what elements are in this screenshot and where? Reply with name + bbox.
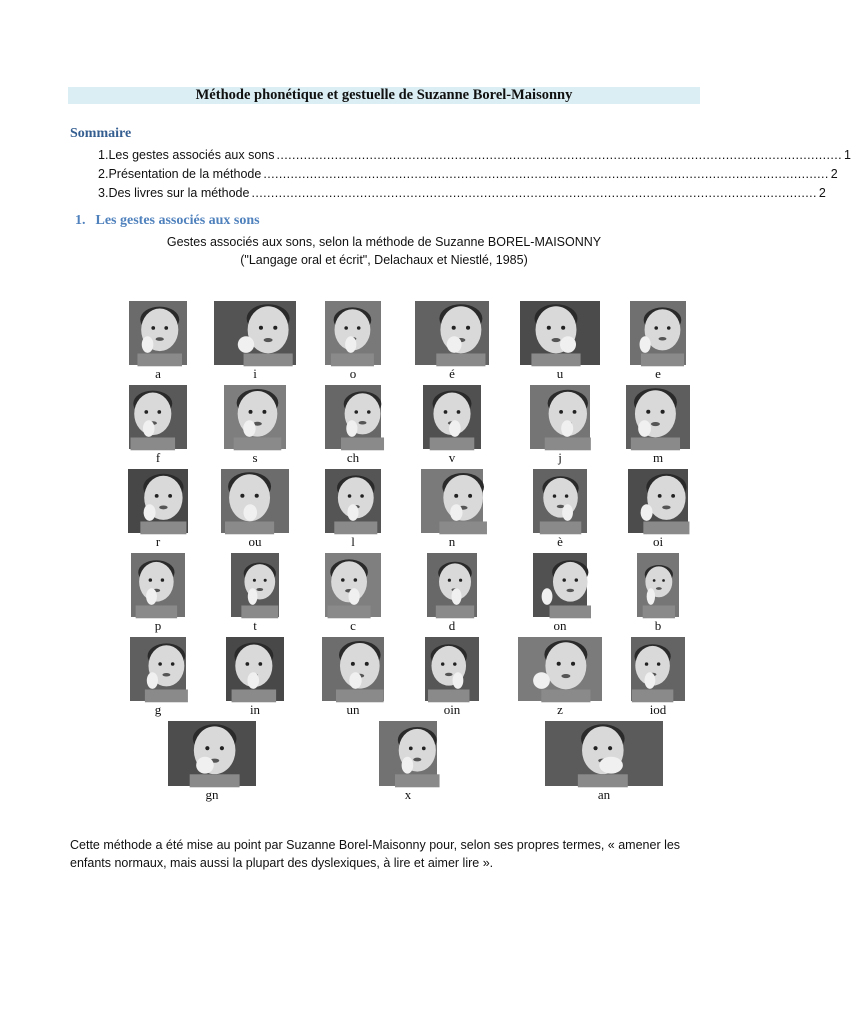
gesture-photo [533,553,587,617]
gesture-photo [379,721,437,786]
gesture-sound-label: iod [649,702,667,717]
gesture-sound-label: gn [205,787,219,802]
gesture-sound-label: v [448,450,456,465]
gesture-sound-label: oi [652,534,664,549]
toc-leader: .................................................................................................................................................. [276,148,842,162]
table-of-contents [98,146,851,203]
gesture-sound-label: e [655,366,661,381]
toc-number: 1. [98,148,109,162]
section-number: 1. [75,213,86,228]
gesture-photo [224,385,286,449]
section-title: Les gestes associés aux sons [95,213,260,228]
gesture-photo [518,637,602,701]
gesture-photo [130,637,186,701]
gesture-photo [322,637,384,701]
gesture-photo [325,553,381,617]
gesture-photo [128,469,188,533]
gesture-photo [226,637,284,701]
toc-item[interactable] [98,184,826,203]
gesture-sound-label: j [558,450,562,465]
toc-page: 2 [818,186,826,200]
gesture-photo [628,469,688,533]
toc-label: Les gestes associés aux sons [108,148,275,162]
gesture-sound-label: in [249,702,261,717]
gesture-photo [325,385,381,449]
gesture-sound-label: o [349,366,357,381]
gesture-sound-label: t [253,618,257,633]
gesture-sound-label: on [553,618,567,633]
gesture-sound-label: ch [346,450,360,465]
gesture-sound-label: r [155,534,161,549]
gesture-sound-label: é [449,366,455,381]
gesture-sound-label: s [252,450,258,465]
gesture-photo [520,301,600,365]
gesture-sound-label: p [154,618,162,633]
gesture-photo [325,469,381,533]
toc-label: Des livres sur la méthode [108,186,250,200]
gesture-photo [530,385,590,449]
gesture-photo [545,721,663,786]
gesture-photo [129,385,187,449]
gesture-photo [626,385,690,449]
gesture-sound-label: i [253,366,257,381]
gesture-sound-label: u [556,366,564,381]
gesture-photo [425,637,479,701]
gesture-photo [630,301,686,365]
gesture-sound-label: n [448,534,456,549]
toc-label: Présentation de la méthode [108,167,262,181]
gesture-photo [415,301,489,365]
gesture-photo [168,721,256,786]
gesture-sound-label: è [557,534,563,549]
gesture-photo [131,553,185,617]
gesture-photo [631,637,685,701]
gesture-photo [221,469,289,533]
sommaire-heading: Sommaire [70,126,132,141]
intro-paragraph: Cette méthode a été mise au point par Suzanne Borel-Maisonny pour, selon ses propres termes, « amener les enfants normaux, mais aussi la plupart des dyslexiques, à lire et aimer lire ». [70,838,681,870]
gesture-sound-label: oin [443,702,461,717]
gesture-photo [421,469,483,533]
gesture-photo [423,385,481,449]
gesture-sound-label: c [350,618,356,633]
gesture-sound-label: un [346,702,360,717]
toc-item[interactable] [98,146,851,165]
section-heading [75,213,260,229]
gesture-photo [231,553,279,617]
figure-source: ("Langage oral et écrit", Delachaux et Niestlé, 1985) [240,253,528,267]
gesture-sound-label: z [557,702,563,717]
gesture-sound-label: x [404,787,412,802]
gesture-sound-label: g [154,702,162,717]
figure-caption: Gestes associés aux sons, selon la méthode de Suzanne BOREL-MAISONNY [166,235,602,249]
toc-number: 2. [98,167,109,181]
gesture-sound-label: a [155,366,161,381]
gesture-sound-label: f [155,450,161,465]
toc-page: 2 [830,167,838,181]
gesture-photo [325,301,381,365]
gesture-photo [533,469,587,533]
gesture-sound-label: ou [248,534,262,549]
toc-item[interactable] [98,165,838,184]
gesture-sound-label: d [448,618,456,633]
gesture-photo [637,553,679,617]
document-title: Méthode phonétique et gestuelle de Suzanne Borel-Maisonny [68,87,700,104]
toc-leader: .................................................................................................................................................. [251,186,817,200]
gesture-sound-label: m [652,450,664,465]
gesture-sound-label: an [597,787,611,802]
gesture-photo [129,301,187,365]
toc-number: 3. [98,186,109,200]
toc-leader: .................................................................................................................................................. [263,167,829,181]
gesture-photo [214,301,296,365]
gesture-sound-label: l [351,534,355,549]
gesture-sound-label: b [654,618,662,633]
toc-page: 1 [843,148,851,162]
gesture-photo [427,553,477,617]
